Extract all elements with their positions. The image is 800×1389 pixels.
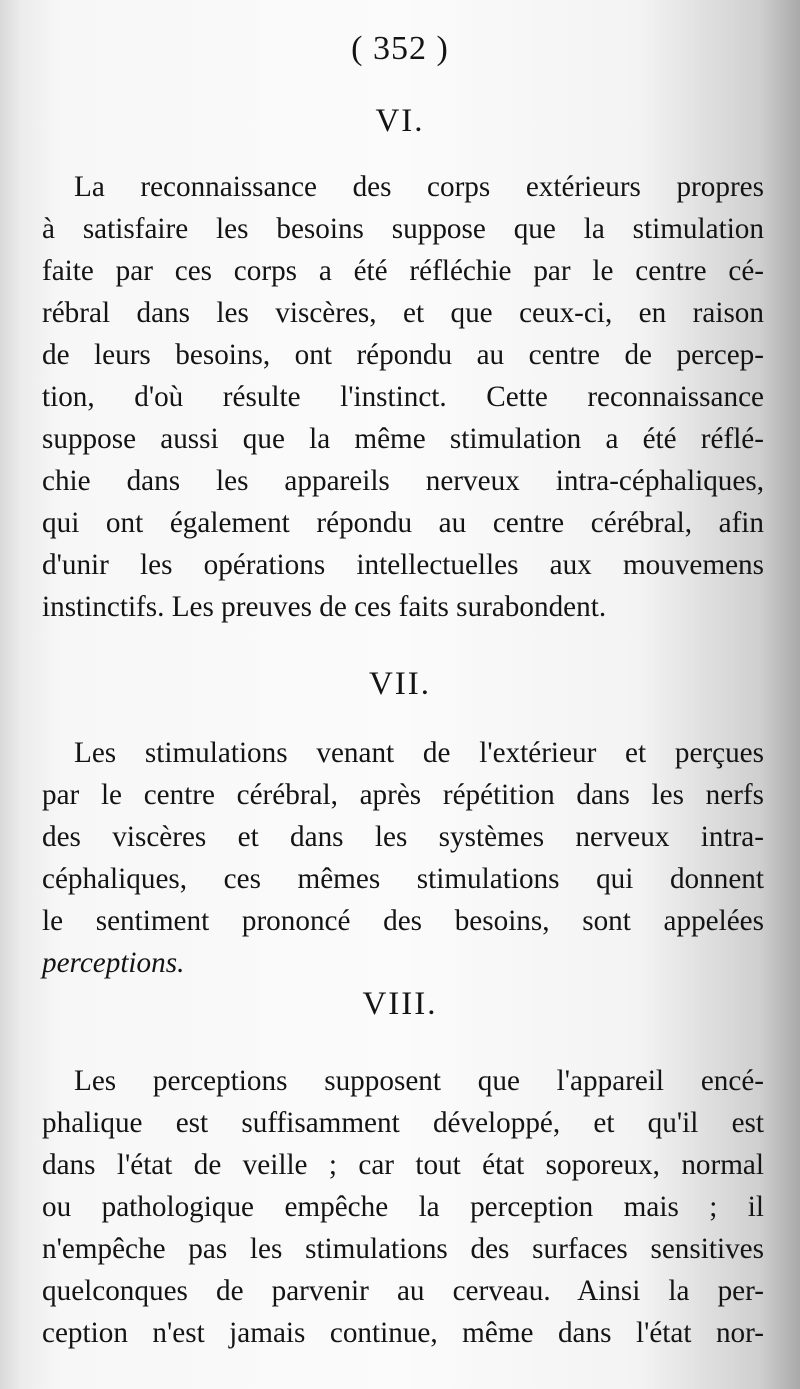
text-line: par le centre cérébral, après répétition dans les nerfs (42, 779, 764, 811)
text-line: à satisfaire les besoins suppose que la stimulation (42, 213, 764, 245)
text-line: ou pathologique empêche la perception mais ; il (42, 1191, 764, 1223)
text-line: suppose aussi que la même stimulation a été réflé- (42, 423, 764, 455)
text-line: qui ont également répondu au centre cérébral, afin (42, 507, 764, 539)
text-line: dans l'état de veille ; car tout état soporeux, normal (42, 1149, 764, 1181)
section-viii-paragraph (42, 1060, 764, 1354)
text-line: instinctifs. Les preuves de ces faits surabondent. (42, 591, 607, 623)
section-vii-paragraph (42, 732, 764, 984)
text-line: des viscères et dans les systèmes nerveux intra- (42, 821, 764, 853)
section-heading-vii: VII. (368, 666, 432, 702)
text-line: perceptions. (42, 947, 185, 979)
text-line: d'unir les opérations intellectuelles aux mouvemens (42, 549, 764, 581)
text-line: faite par ces corps a été réfléchie par le centre cé- (42, 255, 764, 287)
section-vi-paragraph (42, 166, 764, 628)
text-line: chie dans les appareils nerveux intra-céphaliques, (42, 465, 764, 497)
text-line: quelconques de parvenir au cerveau. Ainsi la per- (42, 1275, 764, 1307)
text-line: de leurs besoins, ont répondu au centre de percep- (42, 339, 764, 371)
page-number: ( 352 ) (351, 30, 449, 67)
text-line: n'empêche pas les stimulations des surfaces sensitives (42, 1233, 764, 1265)
text-line: ception n'est jamais continue, même dans l'état nor- (42, 1317, 764, 1349)
section-heading-vi: VI. (375, 103, 425, 139)
text-line: La reconnaissance des corps extérieurs propres (74, 171, 764, 203)
text-line: Les perceptions supposent que l'appareil encé- (74, 1065, 764, 1097)
text-line: céphaliques, ces mêmes stimulations qui donnent (42, 863, 764, 895)
section-heading-viii: VIII. (362, 986, 438, 1022)
text-line: rébral dans les viscères, et que ceux-ci, en raison (42, 297, 764, 329)
text-line: Les stimulations venant de l'extérieur et perçues (74, 737, 764, 769)
text-line: tion, d'où résulte l'instinct. Cette reconnaissance (42, 381, 764, 413)
text-line: le sentiment prononcé des besoins, sont appelées (42, 905, 764, 937)
text-line: phalique est suffisamment développé, et qu'il est (42, 1107, 764, 1139)
